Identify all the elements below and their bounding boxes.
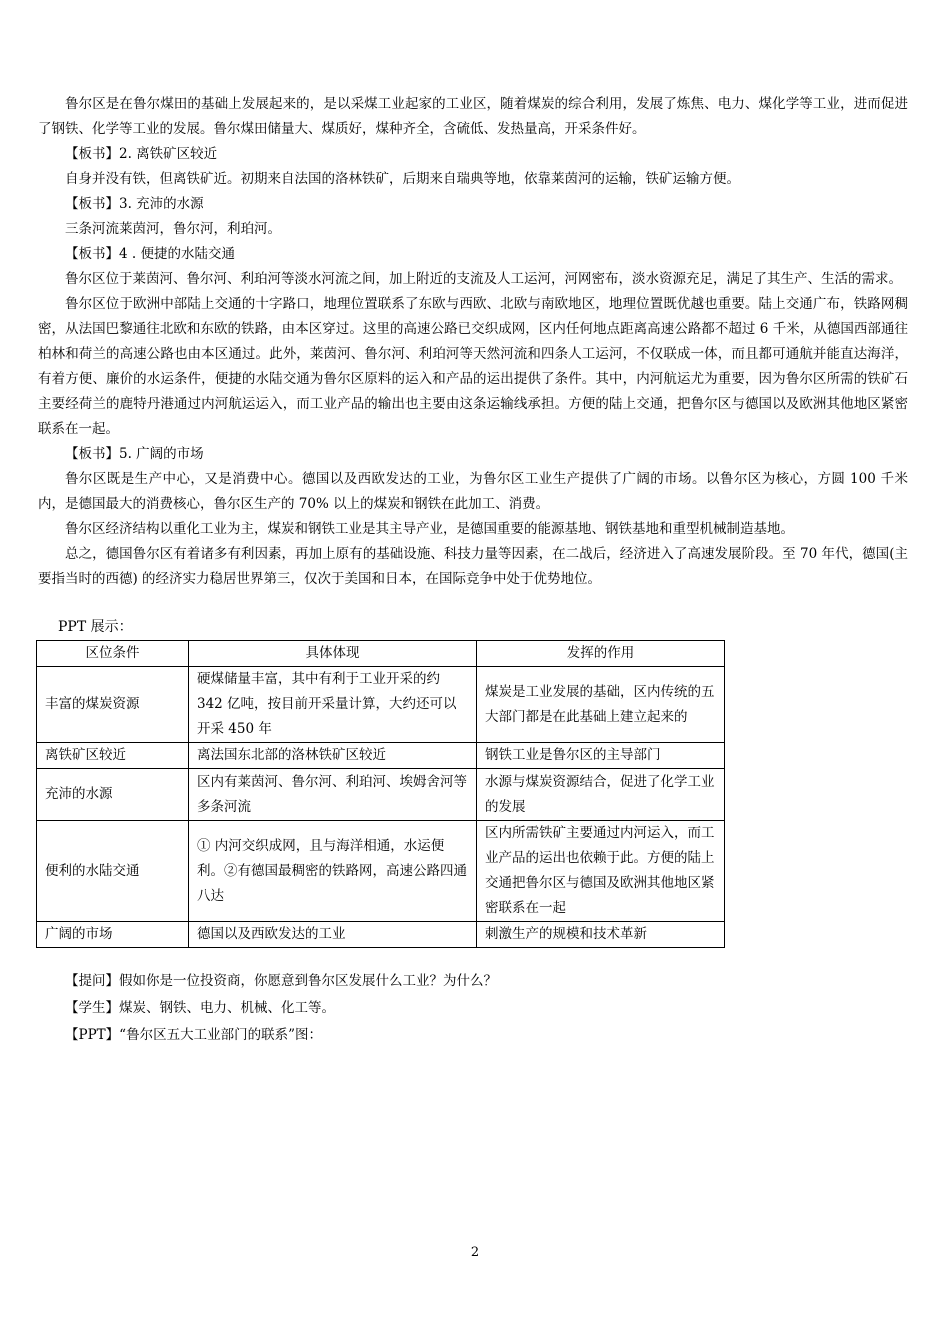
board-heading-iron: 【板书】2. 离铁矿区较近 [65, 146, 218, 162]
table-header-cell: 发挥的作用 [477, 641, 725, 667]
table-cell: 广阔的市场 [37, 922, 189, 948]
question-line: 【提问】假如你是一位投资商，你愿意到鲁尔区发展什么工业？为什么？ [65, 973, 497, 989]
paragraph-summary: 总之，德国鲁尔区有着诸多有利因素，再加上原有的基础设施、科技力量等因素，在二战后，经济进入了高速发展阶段。至 70 年代，德国(主要指当时的西德) 的经济实力稳居世界第三，仅次于美国和日本，在国际竞争中处于优势地位。 [38, 546, 908, 587]
qa-section [38, 968, 908, 1049]
table-row [37, 667, 725, 743]
ppt-figure-line: 【PPT】“鲁尔区五大工业部门的联系”图： [65, 1027, 322, 1043]
table-cell: 钢铁工业是鲁尔区的主导部门 [477, 743, 725, 769]
table-row [37, 821, 725, 922]
paragraph-economy-structure: 鲁尔区经济结构以重化工业为主，煤炭和钢铁工业是其主导产业，是德国重要的能源基地、钢铁基地和重型机械制造基地。 [65, 521, 794, 537]
table-header-cell: 区位条件 [37, 641, 189, 667]
paragraph-coal-basis: 鲁尔区是在鲁尔煤田的基础上发展起来的，是以采煤工业起家的工业区，随着煤炭的综合利用，发展了炼焦、电力、煤化学等工业，进而促进了钢铁、化学等工业的发展。鲁尔煤田储量大、煤质好，煤种齐全，含硫低、发热量高，开采条件好。 [38, 96, 908, 137]
table-cell: 德国以及西欧发达的工业 [189, 922, 477, 948]
table-cell: 水源与煤炭资源结合，促进了化学工业的发展 [477, 769, 725, 821]
body-text [38, 92, 908, 592]
paragraph-transport: 鲁尔区位于欧洲中部陆上交通的十字路口，地理位置联系了东欧与西欧、北欧与南欧地区，地理位置既优越也重要。陆上交通广布，铁路网稠密，从法国巴黎通往北欧和东欧的铁路，由本区穿过。这里的高速公路已交织成网，区内任何地点距离高速公路都不超过 6 千米，从德国西部通往柏林和荷兰的高速公路也由本区通过。此外，莱茵河、鲁尔河、利珀河等天然河流和四条人工运河，不仅联成一体，而且都可通航并能直达海洋，有着方便、廉价的水运条件，便捷的水陆交通为鲁尔区原料的运入和产品的运出提供了条件。其中，内河航运尤为重要，因为鲁尔区所需的铁矿石主要经荷兰的鹿特丹港通过内河航运运入，而工业产品的输出也主要由这条运输线承担。方便的陆上交通，把鲁尔区与德国以及欧洲其他地区紧密联系在一起。 [38, 296, 908, 437]
table-header-row [37, 641, 725, 667]
paragraph-rivers: 鲁尔区位于莱茵河、鲁尔河、利珀河等淡水河流之间，加上附近的支流及人工运河，河网密布，淡水资源充足，满足了其生产、生活的需求。 [65, 271, 902, 287]
table-row [37, 769, 725, 821]
table-cell: 充沛的水源 [37, 769, 189, 821]
table-cell: 煤炭是工业发展的基础，区内传统的五大部门都是在此基础上建立起来的 [477, 667, 725, 743]
table-cell: 丰富的煤炭资源 [37, 667, 189, 743]
table-row [37, 743, 725, 769]
board-heading-water: 【板书】3. 充沛的水源 [65, 196, 204, 212]
board-heading-transport: 【板书】4 . 便捷的水陆交通 [65, 246, 235, 262]
ppt-label: PPT 展示： [58, 619, 133, 635]
table-cell: 离法国东北部的洛林铁矿区较近 [189, 743, 477, 769]
table-cell: 离铁矿区较近 [37, 743, 189, 769]
table-cell: 硬煤储量丰富，其中有利于工业开采的约 342 亿吨，按目前开采量计算，大约还可以开采 450 年 [189, 667, 477, 743]
paragraph-market: 鲁尔区既是生产中心，又是消费中心。德国以及西欧发达的工业，为鲁尔区工业生产提供了广阔的市场。以鲁尔区为核心，方圆 100 千米内，是德国最大的消费核心，鲁尔区生产的 70% 以上的煤炭和钢铁在此加工、消费。 [38, 471, 908, 512]
table-cell: 便利的水陆交通 [37, 821, 189, 922]
table-cell: ① 内河交织成网，且与海洋相通，水运便利。②有德国最稠密的铁路网，高速公路四通八达 [189, 821, 477, 922]
table-cell: 区内有莱茵河、鲁尔河、利珀河、埃姆舍河等多条河流 [189, 769, 477, 821]
table-row [37, 922, 725, 948]
location-conditions-table [36, 640, 725, 948]
student-answer-line: 【学生】煤炭、钢铁、电力、机械、化工等。 [65, 1000, 335, 1016]
paragraph-water: 三条河流莱茵河，鲁尔河，利珀河。 [65, 221, 281, 237]
table-header-cell: 具体体现 [189, 641, 477, 667]
table-cell: 刺激生产的规模和技术革新 [477, 922, 725, 948]
paragraph-iron: 自身并没有铁，但离铁矿近。初期来自法国的洛林铁矿，后期来自瑞典等地，依靠莱茵河的运输，铁矿运输方便。 [65, 171, 740, 187]
page-number: 2 [470, 1245, 480, 1260]
table-cell: 区内所需铁矿主要通过内河运入，而工业产品的运出也依赖于此。方便的陆上交通把鲁尔区与德国及欧洲其他地区紧密联系在一起 [477, 821, 725, 922]
board-heading-market: 【板书】5. 广阔的市场 [65, 446, 204, 462]
